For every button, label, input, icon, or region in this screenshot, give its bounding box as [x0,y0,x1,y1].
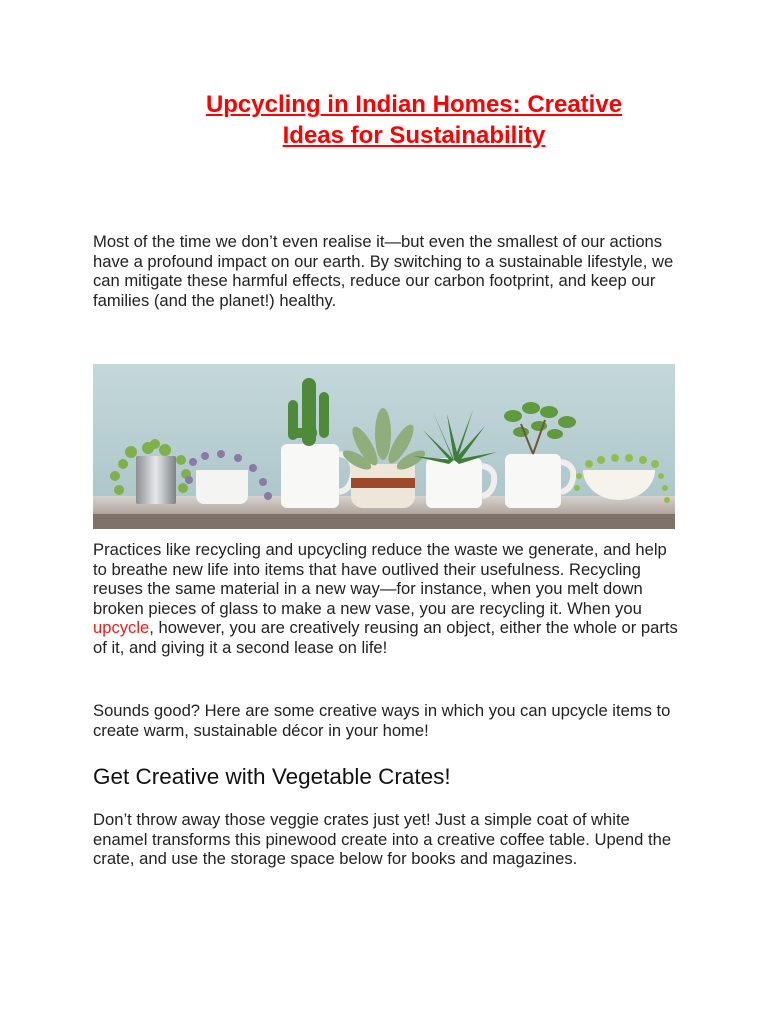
intro-paragraph: Most of the time we don’t even realise it—but even the smallest of our actions have a profound impact on our earth. By switching to a sustainable lifestyle, we can mitigate these harmful effects, reduce our carbon footprint, and keep our families (and the planet!) healthy. [93,232,674,310]
practices-paragraph [93,540,678,657]
article-title[interactable] [150,89,678,151]
article-title-line-2[interactable]: Ideas for Sustainability [282,122,546,149]
practices-text-after: , however, you are creatively reusing an object, either the whole or parts of it, and giving it a second lease on life! [93,618,678,657]
article-title-line-1[interactable]: Upcycling in Indian Homes: Creative [205,91,623,118]
upcycle-link[interactable]: upcycle [93,618,150,637]
crates-paragraph: Don’t throw away those veggie crates just yet! Just a simple coat of white enamel transforms this pinewood create into a creative coffee table. Upend the crate, and use the storage space below for books and magazines. [93,810,672,868]
practices-text-before: Practices like recycling and upcycling reduce the waste we generate, and help to breathe new life into items that have outlived their usefulness. Recycling reuses the same material in a new way—for instance, when you melt down broken pieces of glass to make a new vase, you are recycling it. When you [93,540,667,618]
sounds-good-paragraph: Sounds good? Here are some creative ways in which you can upcycle items to create warm, sustainable décor in your home! [93,701,671,740]
section-heading-vegetable-crates: Get Creative with Vegetable Crates! [93,764,451,789]
succulent-mugs-photo [93,364,675,529]
